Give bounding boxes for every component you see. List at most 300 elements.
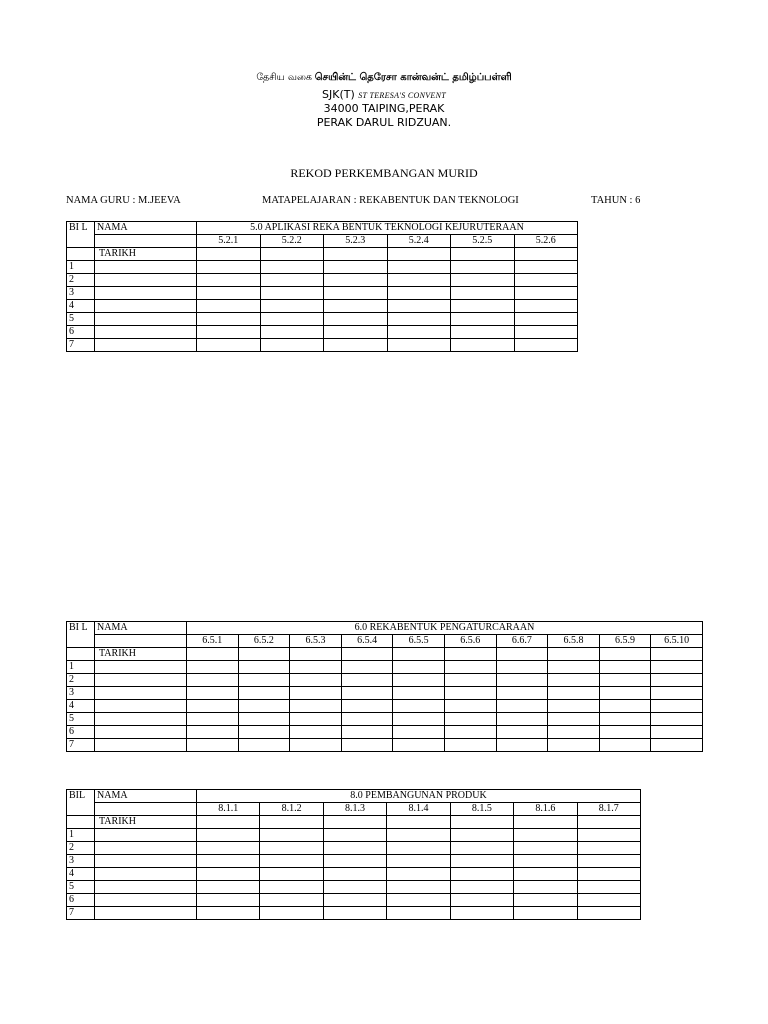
score-cell[interactable]	[577, 881, 640, 894]
subtopic-code: 6.5.5	[393, 635, 445, 648]
score-cell[interactable]	[290, 713, 342, 726]
score-cell[interactable]	[260, 894, 323, 907]
date-row	[67, 816, 641, 829]
date-cell[interactable]	[387, 816, 450, 829]
score-cell[interactable]	[444, 661, 496, 674]
score-cell[interactable]	[651, 674, 703, 687]
student-name-cell[interactable]	[95, 287, 197, 300]
table-row	[67, 907, 641, 920]
score-cell[interactable]	[651, 700, 703, 713]
table-row	[67, 739, 703, 752]
score-cell[interactable]	[514, 868, 577, 881]
subtopic-code: 8.1.5	[450, 803, 513, 816]
subtopic-row	[67, 803, 641, 816]
row-number: 3	[67, 687, 95, 700]
score-cell[interactable]	[290, 687, 342, 700]
student-name-cell[interactable]	[95, 313, 197, 326]
score-cell[interactable]	[187, 739, 239, 752]
score-cell[interactable]	[451, 274, 515, 287]
score-cell[interactable]	[514, 261, 578, 274]
subtopic-code: 6.5.6	[444, 635, 496, 648]
subtopic-code: 6.5.4	[341, 635, 393, 648]
score-cell[interactable]	[444, 739, 496, 752]
date-cell[interactable]	[341, 648, 393, 661]
score-cell[interactable]	[514, 313, 578, 326]
student-name-cell[interactable]	[95, 829, 197, 842]
score-cell[interactable]	[260, 326, 324, 339]
score-cell[interactable]	[548, 713, 600, 726]
score-cell[interactable]	[651, 713, 703, 726]
student-name-cell[interactable]	[95, 674, 187, 687]
score-cell[interactable]	[324, 287, 388, 300]
score-cell[interactable]	[238, 713, 290, 726]
table-row	[67, 326, 578, 339]
score-cell[interactable]	[496, 661, 548, 674]
score-cell[interactable]	[450, 881, 513, 894]
subtopic-code: 5.2.4	[387, 235, 451, 248]
score-cell[interactable]	[599, 739, 651, 752]
score-cell[interactable]	[323, 881, 386, 894]
score-cell[interactable]	[341, 713, 393, 726]
score-cell[interactable]	[393, 700, 445, 713]
row-number: 5	[67, 713, 95, 726]
row-number: 7	[67, 739, 95, 752]
row-number: 2	[67, 842, 95, 855]
student-name-cell[interactable]	[95, 739, 187, 752]
score-cell[interactable]	[324, 261, 388, 274]
score-cell[interactable]	[260, 261, 324, 274]
score-cell[interactable]	[197, 842, 260, 855]
score-cell[interactable]	[260, 829, 323, 842]
score-cell[interactable]	[197, 829, 260, 842]
table-row	[67, 829, 641, 842]
score-cell[interactable]	[290, 700, 342, 713]
table-row	[67, 700, 703, 713]
row-number: 7	[67, 907, 95, 920]
score-cell[interactable]	[323, 829, 386, 842]
row-number: 7	[67, 339, 95, 352]
table-row	[67, 661, 703, 674]
score-cell[interactable]	[187, 726, 239, 739]
score-cell[interactable]	[387, 907, 450, 920]
score-cell[interactable]	[451, 339, 515, 352]
score-cell[interactable]	[514, 339, 578, 352]
student-name-cell[interactable]	[95, 300, 197, 313]
student-name-cell[interactable]	[95, 842, 197, 855]
student-name-cell[interactable]	[95, 339, 197, 352]
date-cell[interactable]	[324, 248, 388, 261]
score-cell[interactable]	[290, 739, 342, 752]
date-cell[interactable]	[238, 648, 290, 661]
score-cell[interactable]	[197, 894, 260, 907]
student-name-cell[interactable]	[95, 661, 187, 674]
table-row	[67, 274, 578, 287]
school-type-tamil: தேசிய வகை	[256, 72, 313, 83]
score-cell[interactable]	[260, 313, 324, 326]
nama-header: NAMA	[95, 622, 187, 635]
score-cell[interactable]	[450, 842, 513, 855]
subtopic-code: 5.2.6	[514, 235, 578, 248]
score-cell[interactable]	[514, 842, 577, 855]
score-cell[interactable]	[496, 674, 548, 687]
score-cell[interactable]	[238, 700, 290, 713]
score-cell[interactable]	[387, 881, 450, 894]
score-cell[interactable]	[260, 274, 324, 287]
score-cell[interactable]	[393, 674, 445, 687]
date-cell[interactable]	[260, 248, 324, 261]
score-cell[interactable]	[238, 661, 290, 674]
score-cell[interactable]	[323, 868, 386, 881]
score-cell[interactable]	[451, 326, 515, 339]
row-number: 4	[67, 868, 95, 881]
score-cell[interactable]	[387, 868, 450, 881]
score-cell[interactable]	[197, 261, 261, 274]
row-number: 4	[67, 700, 95, 713]
student-name-cell[interactable]	[95, 274, 197, 287]
table-row	[67, 726, 703, 739]
score-cell[interactable]	[450, 829, 513, 842]
table-row	[67, 894, 641, 907]
page-title: REKOD PERKEMBANGAN MURID	[290, 166, 478, 180]
date-bil-cell	[67, 248, 95, 261]
bil-header: BI L	[67, 222, 95, 248]
teacher-name: NAMA GURU : M.JEEVA	[66, 195, 181, 206]
subtopic-code: 8.1.1	[197, 803, 260, 816]
score-cell[interactable]	[393, 739, 445, 752]
date-bil-cell	[67, 816, 95, 829]
subtopic-code: 6.5.10	[651, 635, 703, 648]
score-cell[interactable]	[324, 300, 388, 313]
score-cell[interactable]	[599, 687, 651, 700]
score-cell[interactable]	[197, 274, 261, 287]
score-cell[interactable]	[387, 287, 451, 300]
score-cell[interactable]	[496, 713, 548, 726]
section-title: 6.0 REKABENTUK PENGATURCARAAN	[187, 622, 703, 635]
score-cell[interactable]	[450, 907, 513, 920]
row-number: 4	[67, 300, 95, 313]
row-number: 1	[67, 661, 95, 674]
table-row	[67, 868, 641, 881]
score-cell[interactable]	[496, 726, 548, 739]
date-label: TARIKH	[95, 248, 197, 261]
score-cell[interactable]	[324, 339, 388, 352]
date-cell[interactable]	[599, 648, 651, 661]
table-header-row	[67, 222, 578, 235]
score-cell[interactable]	[187, 661, 239, 674]
date-cell[interactable]	[444, 648, 496, 661]
score-cell[interactable]	[651, 739, 703, 752]
score-cell[interactable]	[387, 855, 450, 868]
score-cell[interactable]	[599, 700, 651, 713]
table-row	[67, 261, 578, 274]
table-row	[67, 842, 641, 855]
score-cell[interactable]	[444, 700, 496, 713]
row-number: 2	[67, 674, 95, 687]
score-cell[interactable]	[514, 326, 578, 339]
subtopic-code: 6.6.7	[496, 635, 548, 648]
score-cell[interactable]	[260, 300, 324, 313]
table-row	[67, 313, 578, 326]
student-name-cell[interactable]	[95, 713, 187, 726]
score-cell[interactable]	[290, 674, 342, 687]
score-cell[interactable]	[514, 881, 577, 894]
score-cell[interactable]	[651, 687, 703, 700]
score-cell[interactable]	[341, 739, 393, 752]
row-number: 6	[67, 726, 95, 739]
score-cell[interactable]	[323, 894, 386, 907]
table-row	[67, 339, 578, 352]
subtopic-code: 8.1.6	[514, 803, 577, 816]
score-cell[interactable]	[387, 313, 451, 326]
table-row	[67, 855, 641, 868]
date-cell[interactable]	[548, 648, 600, 661]
table-row	[67, 674, 703, 687]
date-bil-cell	[67, 648, 95, 661]
score-cell[interactable]	[341, 726, 393, 739]
score-cell[interactable]	[393, 726, 445, 739]
table-row	[67, 687, 703, 700]
section-title: 8.0 PEMBANGUNAN PRODUK	[197, 790, 641, 803]
score-cell[interactable]	[514, 287, 578, 300]
score-cell[interactable]	[238, 739, 290, 752]
score-cell[interactable]	[599, 674, 651, 687]
score-cell[interactable]	[451, 313, 515, 326]
subtopic-code: 8.1.2	[260, 803, 323, 816]
score-cell[interactable]	[599, 713, 651, 726]
score-cell[interactable]	[197, 300, 261, 313]
row-number: 2	[67, 274, 95, 287]
score-cell[interactable]	[548, 661, 600, 674]
date-label: TARIKH	[95, 816, 197, 829]
date-cell[interactable]	[393, 648, 445, 661]
score-cell[interactable]	[387, 339, 451, 352]
row-number: 5	[67, 313, 95, 326]
score-cell[interactable]	[290, 661, 342, 674]
score-cell[interactable]	[514, 300, 578, 313]
score-cell[interactable]	[341, 700, 393, 713]
date-cell[interactable]	[651, 648, 703, 661]
score-cell[interactable]	[387, 894, 450, 907]
score-cell[interactable]	[514, 274, 578, 287]
score-cell[interactable]	[514, 907, 577, 920]
score-cell[interactable]	[450, 868, 513, 881]
date-cell[interactable]	[577, 816, 640, 829]
score-cell[interactable]	[393, 687, 445, 700]
student-name-cell[interactable]	[95, 881, 197, 894]
school-title-tamil: செயின்ட் தெரேசா கான்வன்ட் தமிழ்ப்பள்ளி	[314, 72, 512, 83]
subtopic-code: 6.5.1	[187, 635, 239, 648]
student-name-cell[interactable]	[95, 907, 197, 920]
score-cell[interactable]	[187, 687, 239, 700]
score-cell[interactable]	[444, 726, 496, 739]
score-cell[interactable]	[260, 339, 324, 352]
score-cell[interactable]	[444, 713, 496, 726]
score-cell[interactable]	[187, 674, 239, 687]
date-cell[interactable]	[260, 816, 323, 829]
score-cell[interactable]	[514, 855, 577, 868]
score-cell[interactable]	[238, 726, 290, 739]
score-cell[interactable]	[599, 661, 651, 674]
score-cell[interactable]	[387, 829, 450, 842]
record-table-5	[66, 221, 578, 352]
nama-spacer-cell	[95, 635, 187, 648]
score-cell[interactable]	[197, 287, 261, 300]
score-cell[interactable]	[197, 326, 261, 339]
record-table-6	[66, 621, 703, 752]
subtopic-code: 8.1.4	[387, 803, 450, 816]
score-cell[interactable]	[514, 829, 577, 842]
date-label: TARIKH	[95, 648, 187, 661]
score-cell[interactable]	[548, 687, 600, 700]
date-cell[interactable]	[514, 816, 577, 829]
date-cell[interactable]	[450, 816, 513, 829]
score-cell[interactable]	[187, 700, 239, 713]
row-number: 3	[67, 855, 95, 868]
table-row	[67, 300, 578, 313]
table-row	[67, 713, 703, 726]
student-name-cell[interactable]	[95, 868, 197, 881]
student-name-cell[interactable]	[95, 726, 187, 739]
row-number: 5	[67, 881, 95, 894]
score-cell[interactable]	[444, 674, 496, 687]
date-row	[67, 248, 578, 261]
subtopic-code: 6.5.8	[548, 635, 600, 648]
score-cell[interactable]	[260, 842, 323, 855]
date-cell[interactable]	[187, 648, 239, 661]
score-cell[interactable]	[387, 326, 451, 339]
score-cell[interactable]	[451, 300, 515, 313]
score-cell[interactable]	[187, 713, 239, 726]
score-cell[interactable]	[197, 339, 261, 352]
score-cell[interactable]	[387, 842, 450, 855]
score-cell[interactable]	[260, 881, 323, 894]
score-cell[interactable]	[548, 739, 600, 752]
score-cell[interactable]	[290, 726, 342, 739]
date-cell[interactable]	[514, 248, 578, 261]
school-code-line	[0, 88, 768, 102]
score-cell[interactable]	[197, 881, 260, 894]
score-cell[interactable]	[324, 274, 388, 287]
student-name-cell[interactable]	[95, 326, 197, 339]
score-cell[interactable]	[323, 842, 386, 855]
date-row	[67, 648, 703, 661]
score-cell[interactable]	[197, 855, 260, 868]
score-cell[interactable]	[548, 674, 600, 687]
school-convent-name: ST TERESA'S CONVENT	[358, 91, 446, 100]
score-cell[interactable]	[651, 726, 703, 739]
row-number: 6	[67, 326, 95, 339]
score-cell[interactable]	[577, 855, 640, 868]
score-cell[interactable]	[260, 868, 323, 881]
student-name-cell[interactable]	[95, 894, 197, 907]
table-row	[67, 881, 641, 894]
score-cell[interactable]	[451, 287, 515, 300]
table-header-row	[67, 790, 641, 803]
score-cell[interactable]	[387, 274, 451, 287]
score-cell[interactable]	[548, 726, 600, 739]
score-cell[interactable]	[238, 687, 290, 700]
section-title: 5.0 APLIKASI REKA BENTUK TEKNOLOGI KEJURUTERAAN	[197, 222, 578, 235]
date-cell[interactable]	[323, 816, 386, 829]
date-cell[interactable]	[387, 248, 451, 261]
score-cell[interactable]	[393, 661, 445, 674]
score-cell[interactable]	[323, 855, 386, 868]
score-cell[interactable]	[577, 829, 640, 842]
score-cell[interactable]	[496, 687, 548, 700]
record-table-8	[66, 789, 641, 920]
score-cell[interactable]	[197, 868, 260, 881]
row-number: 6	[67, 894, 95, 907]
score-cell[interactable]	[260, 907, 323, 920]
score-cell[interactable]	[341, 661, 393, 674]
subtopic-code: 5.2.1	[197, 235, 261, 248]
nama-header: NAMA	[95, 790, 197, 803]
score-cell[interactable]	[451, 261, 515, 274]
score-cell[interactable]	[577, 907, 640, 920]
row-number: 3	[67, 287, 95, 300]
subtopic-code: 5.2.3	[324, 235, 388, 248]
score-cell[interactable]	[514, 894, 577, 907]
score-cell[interactable]	[577, 894, 640, 907]
score-cell[interactable]	[341, 674, 393, 687]
student-name-cell[interactable]	[95, 687, 187, 700]
score-cell[interactable]	[387, 300, 451, 313]
score-cell[interactable]	[387, 261, 451, 274]
score-cell[interactable]	[444, 687, 496, 700]
score-cell[interactable]	[548, 700, 600, 713]
score-cell[interactable]	[393, 713, 445, 726]
student-name-cell[interactable]	[95, 700, 187, 713]
score-cell[interactable]	[450, 855, 513, 868]
score-cell[interactable]	[197, 907, 260, 920]
score-cell[interactable]	[450, 894, 513, 907]
subtopic-code: 8.1.3	[323, 803, 386, 816]
score-cell[interactable]	[324, 326, 388, 339]
subject-name: MATAPELAJARAN : REKABENTUK DAN TEKNOLOGI	[262, 195, 519, 206]
score-cell[interactable]	[599, 726, 651, 739]
date-cell[interactable]	[197, 248, 261, 261]
score-cell[interactable]	[238, 674, 290, 687]
nama-header: NAMA	[95, 222, 197, 235]
row-number: 1	[67, 261, 95, 274]
score-cell[interactable]	[323, 907, 386, 920]
score-cell[interactable]	[197, 313, 261, 326]
date-cell[interactable]	[496, 648, 548, 661]
subtopic-row	[67, 235, 578, 248]
student-name-cell[interactable]	[95, 855, 197, 868]
score-cell[interactable]	[341, 687, 393, 700]
school-state-line: PERAK DARUL RIDZUAN.	[316, 116, 452, 129]
score-cell[interactable]	[496, 700, 548, 713]
date-cell[interactable]	[451, 248, 515, 261]
score-cell[interactable]	[324, 313, 388, 326]
score-cell[interactable]	[577, 868, 640, 881]
date-cell[interactable]	[197, 816, 260, 829]
student-name-cell[interactable]	[95, 261, 197, 274]
subtopic-code: 6.5.9	[599, 635, 651, 648]
score-cell[interactable]	[260, 855, 323, 868]
subtopic-code: 6.5.3	[290, 635, 342, 648]
score-cell[interactable]	[260, 287, 324, 300]
subtopic-row	[67, 635, 703, 648]
score-cell[interactable]	[651, 661, 703, 674]
table-header-row	[67, 622, 703, 635]
score-cell[interactable]	[496, 739, 548, 752]
date-cell[interactable]	[290, 648, 342, 661]
score-cell[interactable]	[577, 842, 640, 855]
bil-header: BI L	[67, 622, 95, 648]
table-row	[67, 287, 578, 300]
